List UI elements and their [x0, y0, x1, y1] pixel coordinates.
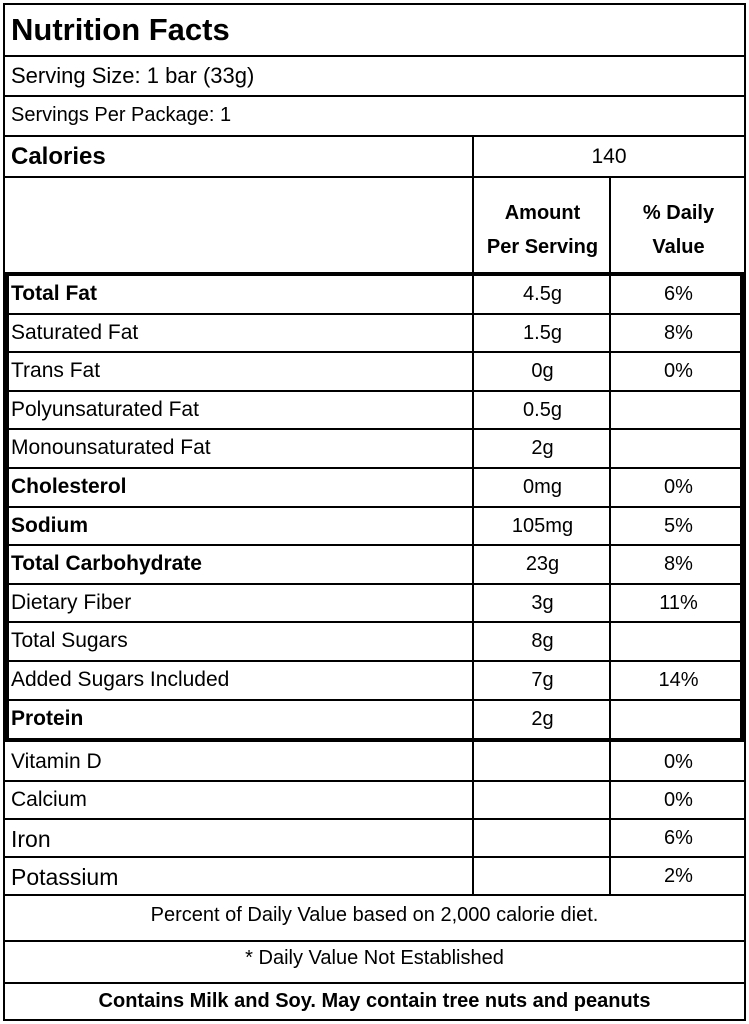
servings-per-package: Servings Per Package: 1	[11, 104, 232, 126]
nutrition-facts-label	[3, 3, 746, 1021]
calories-value: 140	[591, 144, 627, 168]
row-divider	[5, 780, 744, 782]
nutrient-name: Protein	[11, 706, 84, 730]
nutrient-row	[5, 430, 744, 469]
nutrient-name: Trans Fat	[11, 359, 101, 383]
row-divider	[5, 818, 744, 820]
nutrient-name: Saturated Fat	[11, 320, 139, 344]
nutrient-name: Sodium	[11, 513, 88, 537]
nutrient-daily-value: 0%	[664, 476, 693, 498]
vitamin-name: Iron	[11, 826, 51, 852]
serving-size: Serving Size: 1 bar (33g)	[11, 63, 255, 88]
nutrient-amount: 1.5g	[523, 321, 562, 344]
amount-header-line1: Amount	[504, 202, 581, 224]
nutrient-row	[5, 701, 744, 740]
nutrient-amount: 2g	[531, 437, 554, 460]
nutrient-daily-value: 11%	[659, 591, 698, 614]
vitamin-daily-value: 0%	[664, 789, 693, 811]
nutrient-name: Total Fat	[11, 282, 97, 305]
vitamin-row	[5, 742, 744, 780]
title-row	[5, 5, 744, 57]
not-established-divider	[5, 940, 744, 942]
nutrient-amount: 4.5g	[523, 283, 562, 305]
nutrient-name: Monounsaturated Fat	[11, 436, 211, 460]
not-established-note: * Daily Value Not Established	[245, 947, 504, 969]
row-divider	[5, 856, 744, 858]
nutrient-row	[5, 662, 744, 701]
allergen-statement: Contains Milk and Soy. May contain tree nuts and peanuts	[98, 990, 651, 1012]
nutrient-row	[5, 353, 744, 392]
nutrient-row	[5, 623, 744, 662]
nutrient-amount: 23g	[525, 553, 560, 576]
servings-per-package-row	[5, 97, 744, 137]
nutrient-amount: 105mg	[511, 514, 574, 537]
vitamin-row	[5, 780, 744, 818]
vitamin-daily-value: 0%	[664, 751, 693, 773]
nutrient-daily-value: 5%	[664, 514, 693, 537]
nutrient-amount: 3g	[531, 591, 554, 614]
calories-divider	[472, 137, 474, 178]
vitamin-row	[5, 818, 744, 856]
nutrient-name: Polyunsaturated Fat	[11, 397, 199, 421]
serving-size-row	[5, 57, 744, 97]
daily-value-header	[611, 196, 746, 264]
nutrient-amount: 7g	[531, 669, 554, 691]
nutrient-row	[5, 469, 744, 508]
nutrient-row	[5, 508, 744, 547]
nutrient-amount: 8g	[531, 630, 554, 653]
calories-row	[5, 137, 744, 178]
daily-value-header-line2: Value	[652, 236, 705, 258]
calories-label: Calories	[11, 143, 106, 170]
label-title: Nutrition Facts	[11, 12, 230, 47]
amount-header-line2: Per Serving	[486, 236, 599, 258]
vitamin-name: Potassium	[11, 864, 119, 890]
nutrient-row	[5, 546, 744, 585]
nutrient-name: Added Sugars Included	[11, 668, 230, 691]
nutrient-daily-value: 8%	[664, 553, 693, 576]
percent-note: Percent of Daily Value based on 2,000 calorie diet.	[150, 904, 599, 926]
vitamin-daily-value: 6%	[664, 827, 693, 849]
allergen-divider	[5, 982, 744, 984]
nutrient-row	[5, 392, 744, 431]
footnote-divider	[5, 894, 744, 896]
nutrient-daily-value: 14%	[658, 669, 699, 691]
nutrient-amount: 0g	[531, 360, 554, 383]
nutrient-daily-value: 6%	[664, 283, 693, 305]
nutrient-name: Total Carbohydrate	[11, 552, 202, 576]
nutrient-daily-value: 0%	[664, 360, 693, 383]
column-header-row	[5, 178, 744, 274]
nutrient-name: Total Sugars	[11, 629, 128, 653]
amount-header	[474, 196, 611, 264]
vitamin-row	[5, 856, 744, 894]
nutrient-row	[5, 276, 744, 315]
vitamin-name: Vitamin D	[11, 750, 102, 773]
nutrient-row	[5, 315, 744, 354]
nutrient-daily-value: 8%	[664, 321, 693, 344]
vitamin-daily-value: 2%	[664, 865, 693, 887]
nutrient-amount: 0.5g	[523, 398, 562, 421]
daily-value-header-line1: % Daily	[642, 202, 715, 224]
vitamin-name: Calcium	[11, 788, 87, 811]
nutrient-name: Cholesterol	[11, 475, 127, 498]
nutrient-amount: 0mg	[523, 476, 562, 498]
nutrient-name: Dietary Fiber	[11, 590, 132, 614]
nutrient-row	[5, 585, 744, 624]
nutrient-amount: 2g	[531, 707, 554, 730]
